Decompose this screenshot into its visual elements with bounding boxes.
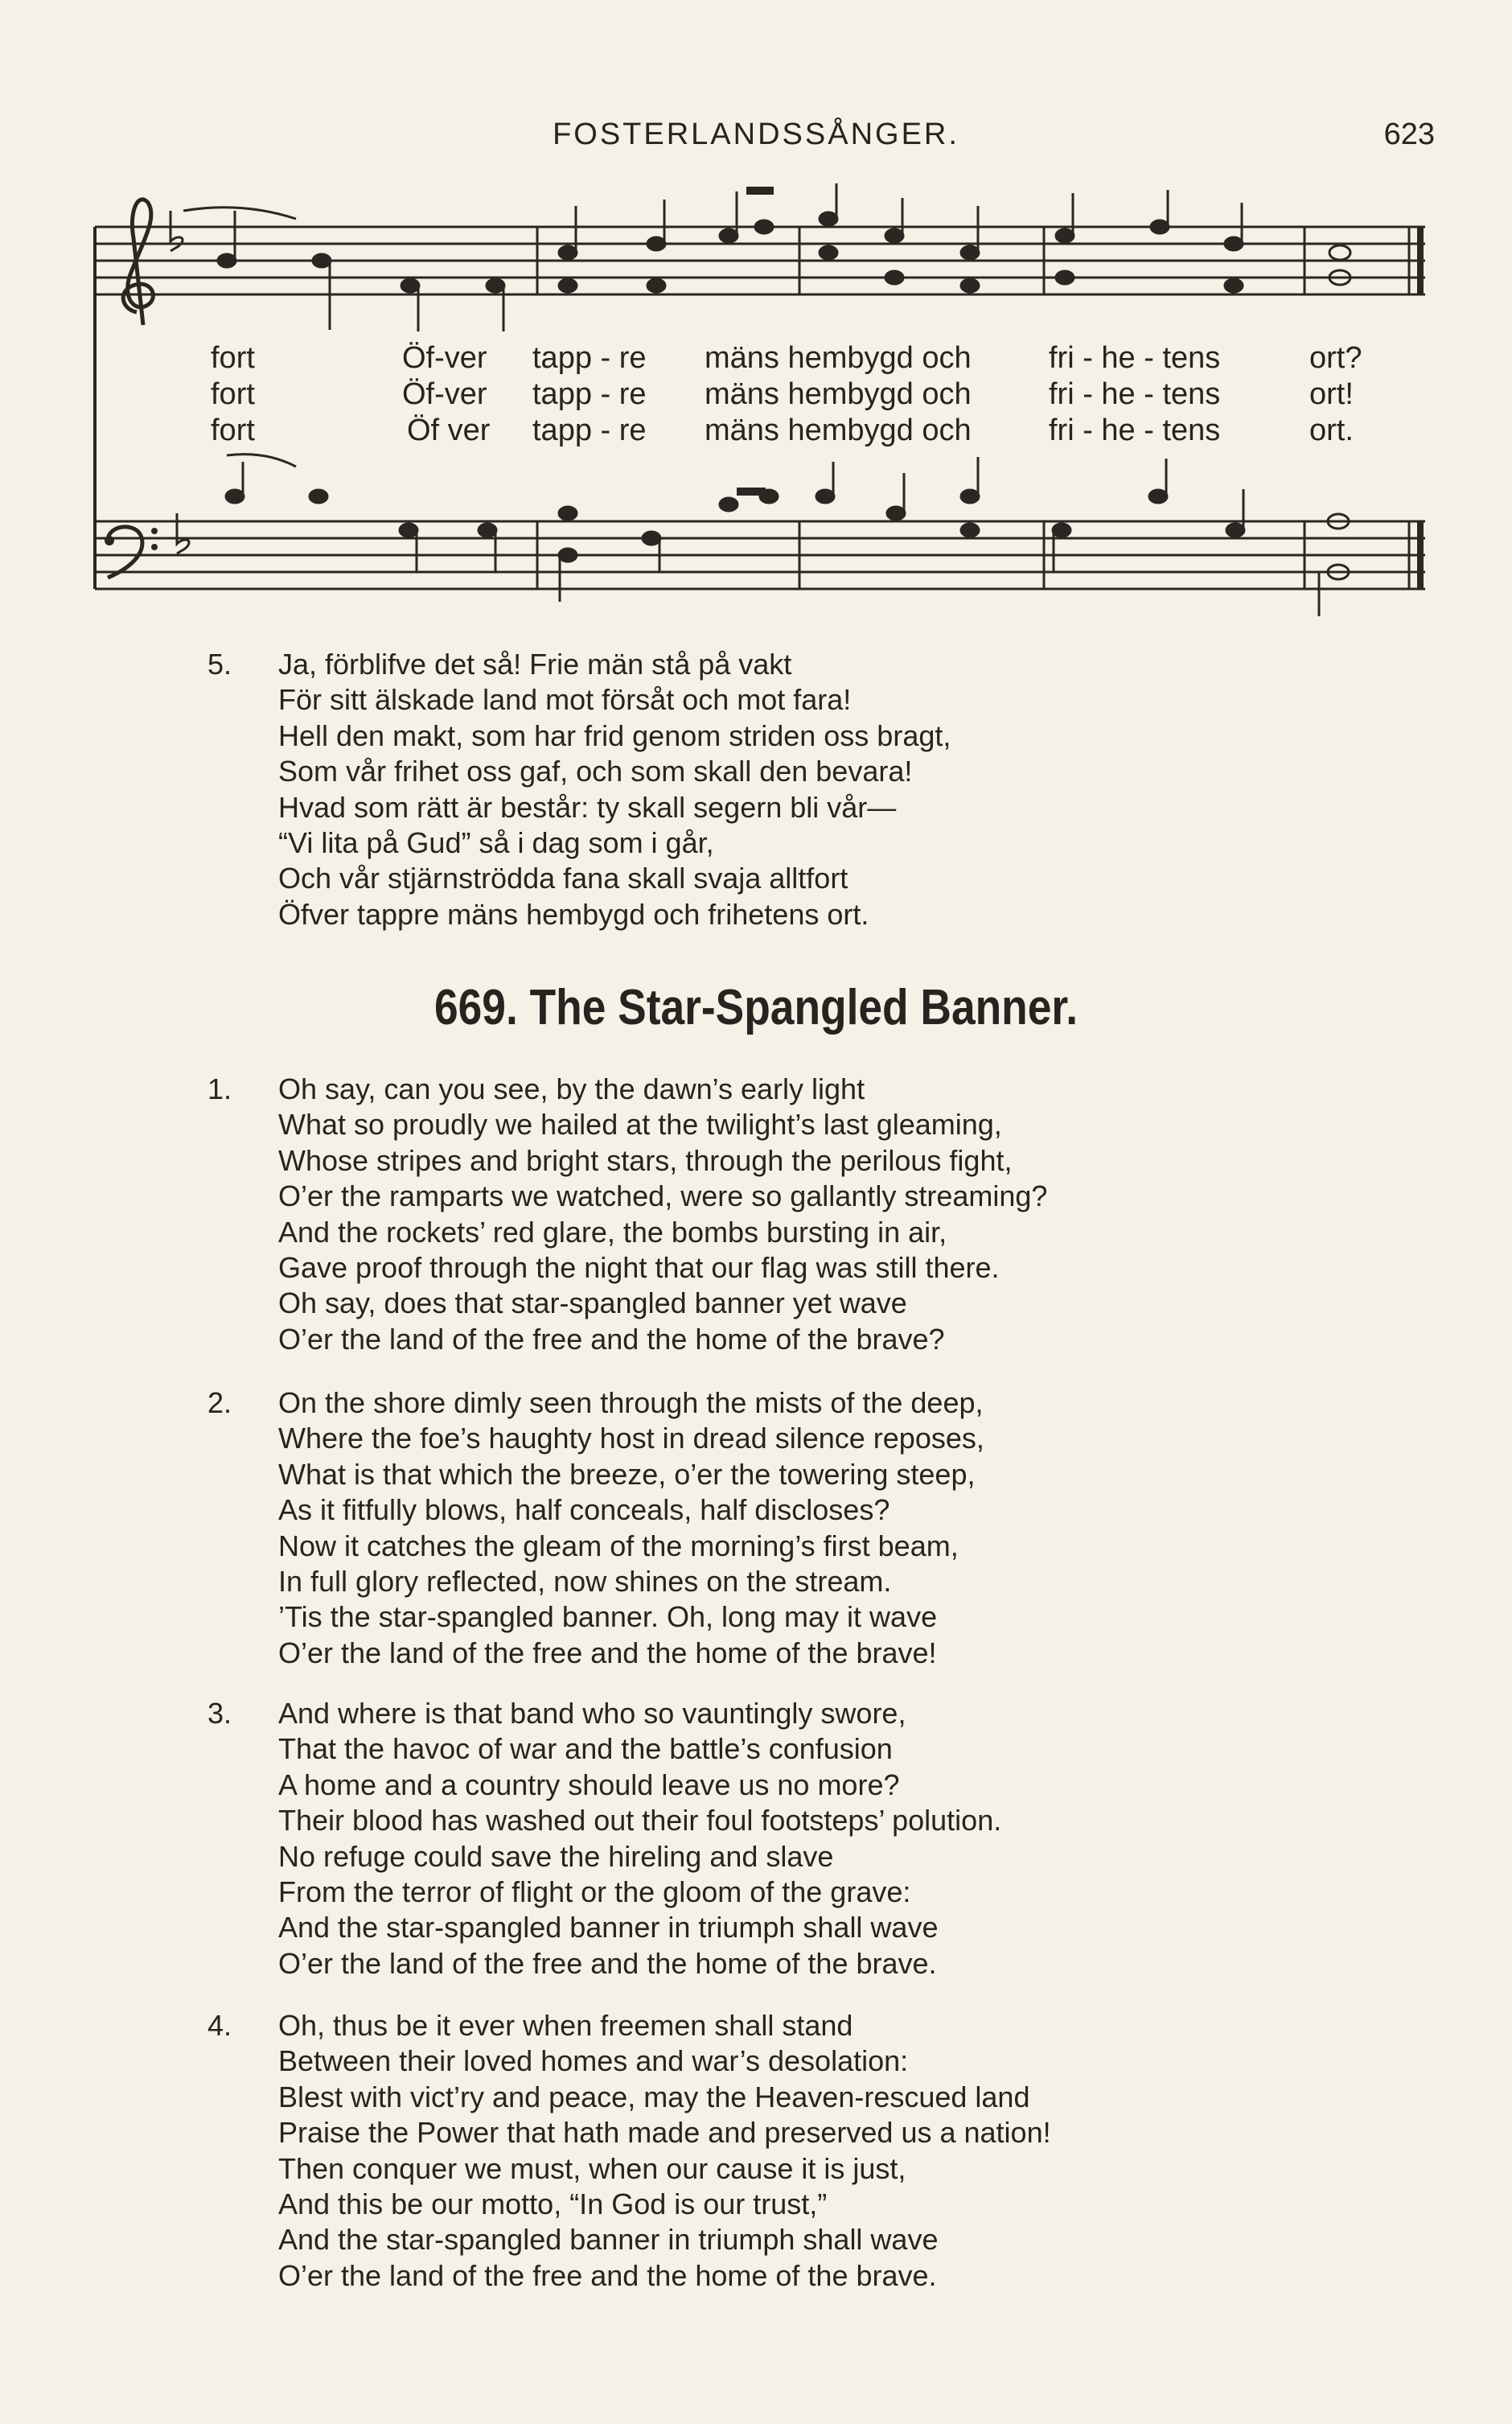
lyric-row-3 bbox=[0, 414, 1512, 451]
treble-notes bbox=[218, 183, 1350, 331]
verse-line: On the shore dimly seen through the mists of the deep, bbox=[278, 1386, 984, 1419]
verse-line: From the terror of flight or the gloom of the grave: bbox=[278, 1875, 911, 1908]
verse-line: Then conquer we must, when our cause it is just, bbox=[278, 2151, 906, 2185]
verse-line: No refuge could save the hireling and slave bbox=[278, 1839, 834, 1873]
lyric-syllable: Öf-ver bbox=[402, 341, 487, 375]
lyric-syllable: ort? bbox=[1309, 341, 1362, 375]
lyric-syllable: fort bbox=[211, 377, 255, 411]
verse-line: What is that which the breeze, o’er the towering steep, bbox=[278, 1457, 976, 1491]
verse-line: Oh say, does that star-spangled banner yet wave bbox=[278, 1286, 907, 1320]
verse-line: Where the foe’s haughty host in dread silence reposes, bbox=[278, 1422, 984, 1455]
verse-line: And where is that band who so vauntingly swore, bbox=[278, 1697, 906, 1730]
music-score bbox=[0, 0, 1512, 628]
lyric-syllable: Öf ver bbox=[407, 414, 491, 447]
verse-number: 1. bbox=[207, 1072, 232, 1105]
lyric-syllable: Öf-ver bbox=[402, 377, 487, 411]
verse-line: Öfver tappre mäns hembygd och frihetens ort. bbox=[278, 897, 869, 931]
lyric-row-1 bbox=[0, 341, 1512, 378]
verse-line: O’er the land of the free and the home of the brave. bbox=[278, 1946, 937, 1980]
verse-line: Their blood has washed out their foul footsteps’ polution. bbox=[278, 1804, 1002, 1838]
lyric-syllable: mäns hembygd och bbox=[705, 414, 972, 447]
verse-line: That the havoc of war and the battle’s confusion bbox=[278, 1732, 893, 1766]
verse-line: Praise the Power that hath made and preserved us a nation! bbox=[278, 2116, 1051, 2150]
verse-line: In full glory reflected, now shines on the stream. bbox=[278, 1564, 892, 1598]
lyric-syllable: fri - he - tens bbox=[1049, 414, 1221, 447]
verse-line: Och vår stjärnströdda fana skall svaja alltfort bbox=[278, 862, 848, 895]
verse-line: Whose stripes and bright stars, through the perilous fight, bbox=[278, 1143, 1013, 1177]
verse-line: A home and a country should leave us no more? bbox=[278, 1768, 900, 1801]
lyric-syllable: ort. bbox=[1309, 414, 1354, 447]
lyric-syllable: tapp - re bbox=[532, 377, 647, 411]
verse-number: 2. bbox=[207, 1386, 232, 1419]
verse-number: 3. bbox=[207, 1697, 232, 1730]
verse-line: What so proudly we hailed at the twilight’s last gleaming, bbox=[278, 1108, 1002, 1142]
page-number: 623 bbox=[1383, 117, 1435, 151]
verse-line: Hvad som rätt är består: ty skall segern bli vår— bbox=[278, 790, 897, 824]
lyric-syllable: mäns hembygd och bbox=[705, 377, 972, 411]
verse-line: As it fitfully blows, half conceals, half discloses? bbox=[278, 1493, 890, 1527]
verse-line: O’er the land of the free and the home of the brave! bbox=[278, 1636, 937, 1669]
verse-line: And the star-spangled banner in triumph shall wave bbox=[278, 1911, 939, 1945]
verse-number: 4. bbox=[207, 2009, 232, 2042]
lyric-syllable: ort! bbox=[1309, 377, 1354, 411]
running-head: FOSTERLANDSSÅNGER. bbox=[553, 117, 959, 151]
verse-line: O’er the land of the free and the home of the brave? bbox=[278, 1322, 945, 1356]
verse-line: And the star-spangled banner in triumph shall wave bbox=[278, 2223, 939, 2257]
verse-line: Hell den makt, som har frid genom striden oss bragt, bbox=[278, 718, 951, 752]
verse-line: Gave proof through the night that our flag was still there. bbox=[278, 1250, 1000, 1284]
lyric-syllable: tapp - re bbox=[532, 414, 647, 447]
lyric-syllable: mäns hembygd och bbox=[705, 341, 972, 375]
verse-line: “Vi lita på Gud” så i dag som i går, bbox=[278, 825, 714, 859]
verse-line: O’er the land of the free and the home of the brave. bbox=[278, 2258, 937, 2292]
lyric-syllable: fort bbox=[211, 414, 255, 447]
bass-notes bbox=[226, 457, 1349, 616]
treble-clef bbox=[123, 200, 153, 325]
lyric-syllable: tapp - re bbox=[532, 341, 647, 375]
verse-line: Blest with vict’ry and peace, may the Heaven-rescued land bbox=[278, 2080, 1030, 2113]
bass-clef bbox=[108, 527, 142, 578]
verse-line: And the rockets’ red glare, the bombs bursting in air, bbox=[278, 1215, 947, 1249]
verse-number: 5. bbox=[207, 648, 232, 681]
lyric-row-2 bbox=[0, 377, 1512, 414]
lyric-syllable: fri - he - tens bbox=[1049, 341, 1221, 375]
verse-line: And this be our motto, “In God is our trust,” bbox=[278, 2187, 828, 2220]
verse-line: Oh, thus be it ever when freemen shall stand bbox=[278, 2009, 853, 2042]
verse-line: O’er the ramparts we watched, were so gallantly streaming? bbox=[278, 1179, 1048, 1213]
verse-line: Ja, förblifve det så! Frie män stå på vakt bbox=[278, 648, 792, 681]
lyric-syllable: fri - he - tens bbox=[1049, 377, 1221, 411]
hymn-title: 669. The Star-Spangled Banner. bbox=[433, 980, 1079, 1035]
verse-line: Between their loved homes and war’s desolation: bbox=[278, 2044, 909, 2078]
verse-line: För sitt älskade land mot försåt och mot fara! bbox=[278, 683, 852, 717]
verse-line: Som vår frihet oss gaf, och som skall den bevara! bbox=[278, 755, 913, 788]
lyric-syllable: fort bbox=[211, 341, 255, 375]
verse-line: Oh say, can you see, by the dawn’s early light bbox=[278, 1072, 865, 1105]
verse-line: ’Tis the star-spangled banner. Oh, long may it wave bbox=[278, 1600, 938, 1634]
verse-line: Now it catches the gleam of the morning’s first beam, bbox=[278, 1529, 959, 1562]
